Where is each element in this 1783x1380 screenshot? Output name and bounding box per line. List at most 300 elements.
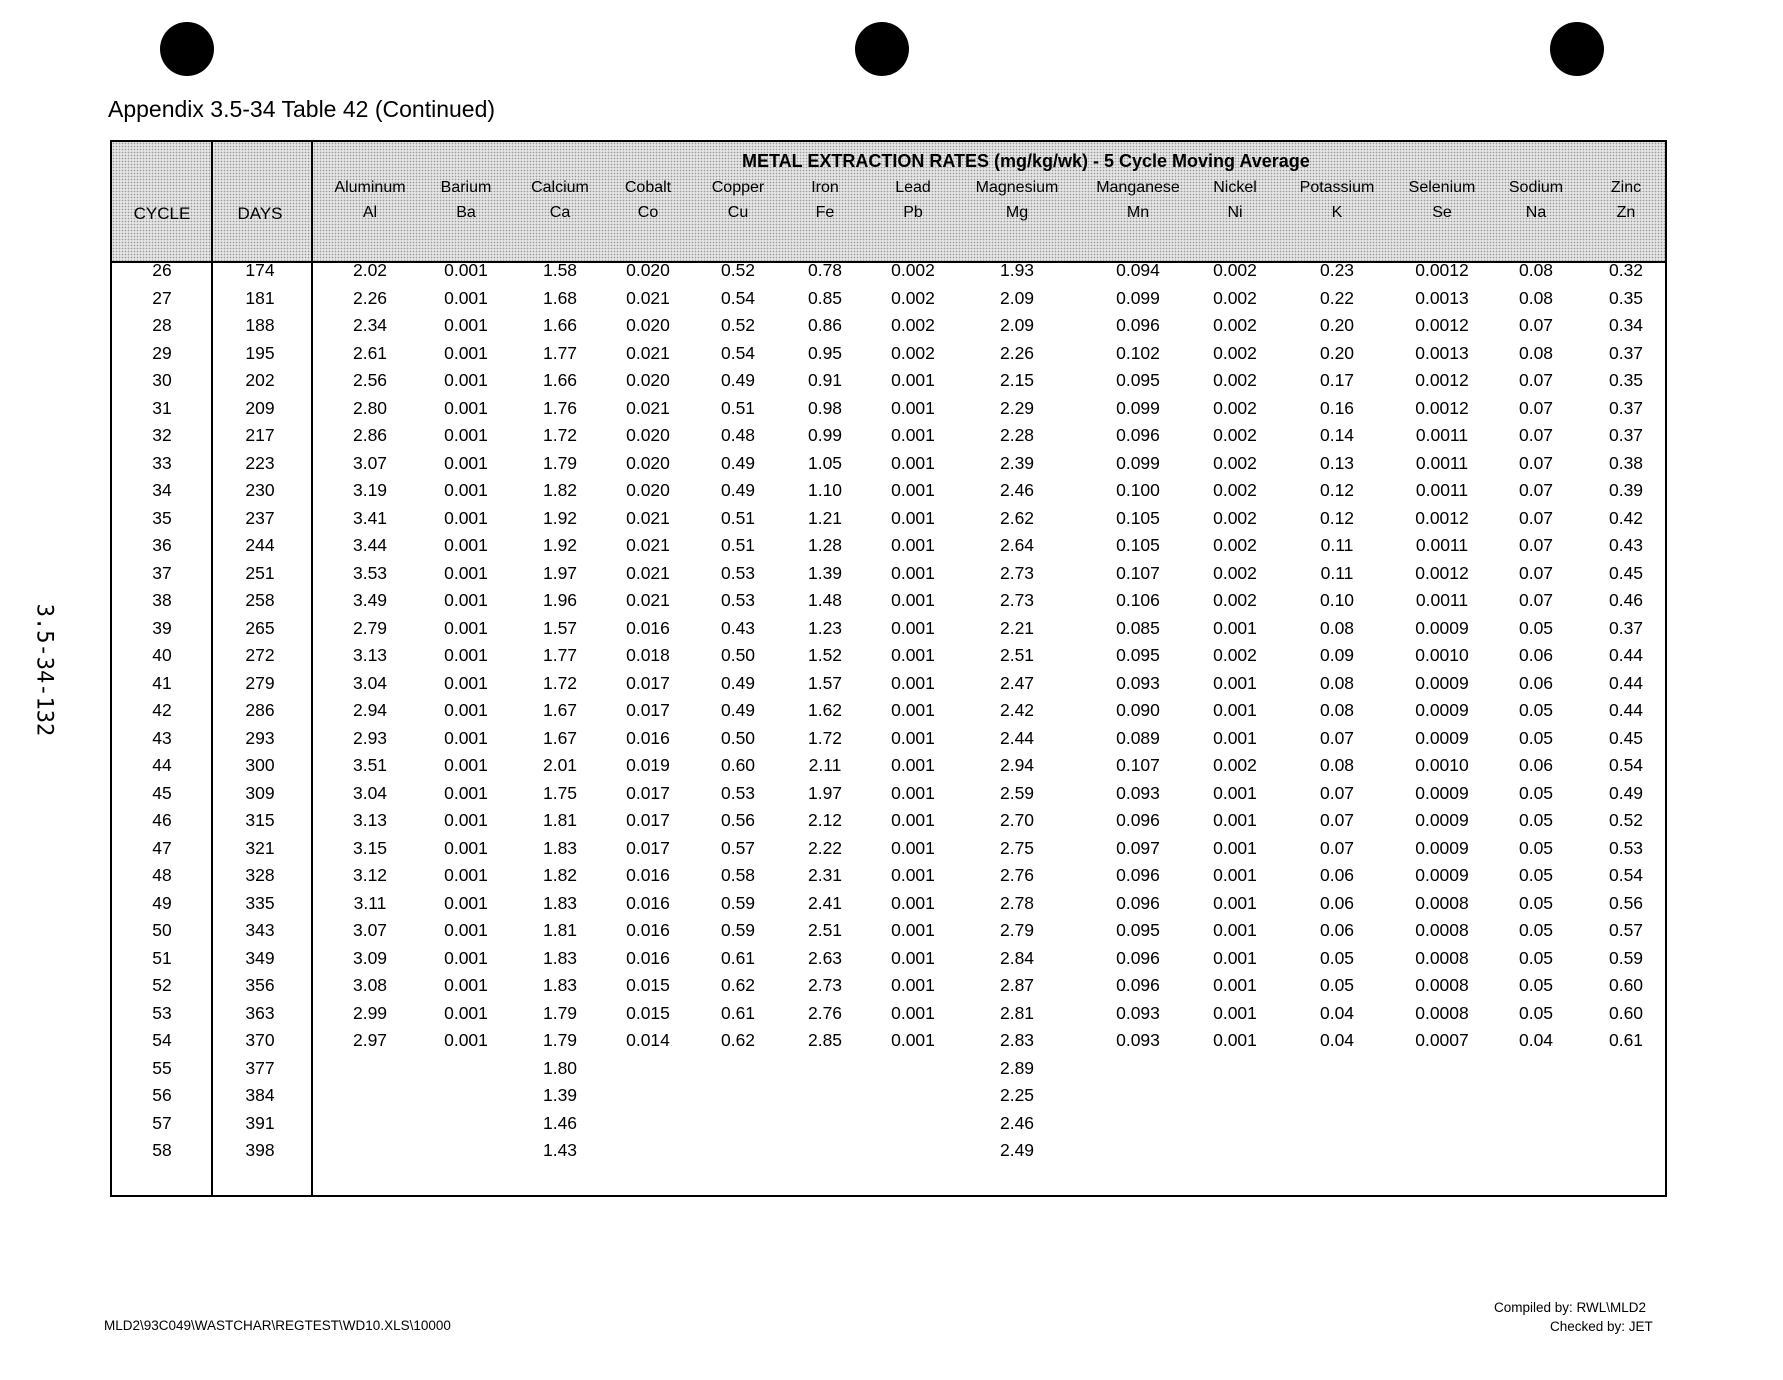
value-cell: 0.097: [1116, 837, 1160, 858]
metal-symbol-header: Cu: [727, 204, 749, 221]
compiled-by: Compiled by: RWL\MLD2: [1494, 1300, 1647, 1315]
value-cell: 0.002: [1213, 397, 1257, 418]
value-cell: 1.79: [542, 1002, 578, 1023]
cycle-cell: 46: [152, 810, 172, 830]
value-cell: 0.020: [626, 370, 670, 390]
days-cell: 195: [245, 342, 275, 363]
metal-symbol-header: Fe: [815, 204, 835, 221]
value-cell: 1.81: [542, 920, 578, 940]
value-cell: 0.16: [1319, 397, 1355, 418]
value-cell: 0.51: [720, 397, 756, 418]
value-cell: 0.017: [626, 700, 670, 720]
value-cell: 0.07: [1518, 562, 1554, 583]
value-cell: 0.38: [1608, 452, 1644, 473]
value-cell: 0.002: [1213, 755, 1257, 775]
value-cell: 0.001: [444, 672, 488, 693]
page-title: Appendix 3.5-34 Table 42 (Continued): [108, 96, 496, 122]
value-cell: 0.099: [1116, 452, 1160, 473]
value-cell: 1.39: [807, 562, 843, 583]
value-cell: 0.001: [1213, 920, 1257, 940]
value-cell: 0.06: [1518, 755, 1554, 775]
value-cell: 0.001: [444, 645, 488, 665]
value-cell: 1.80: [542, 1057, 578, 1078]
value-cell: 0.53: [720, 782, 756, 803]
days-cell: 315: [245, 810, 275, 830]
value-cell: 0.48: [720, 425, 756, 445]
value-cell: 0.51: [720, 507, 756, 528]
value-cell: 0.021: [626, 535, 670, 555]
value-cell: 1.82: [542, 865, 578, 885]
value-cell: 2.59: [999, 782, 1035, 803]
value-cell: 0.0008: [1415, 975, 1469, 995]
value-cell: 0.08: [1319, 700, 1355, 720]
value-cell: 0.001: [444, 397, 488, 418]
metal-name-header: Magnesium: [975, 179, 1059, 196]
value-cell: 0.07: [1518, 507, 1554, 528]
table-row: [112, 1112, 1665, 1144]
value-cell: 0.04: [1319, 1030, 1355, 1050]
value-cell: 0.0009: [1415, 672, 1469, 693]
value-cell: 0.021: [626, 287, 670, 308]
value-cell: 0.096: [1116, 892, 1160, 913]
value-cell: 0.56: [1608, 892, 1644, 913]
metal-name-header: Potassium: [1299, 179, 1375, 196]
value-cell: 0.49: [1608, 782, 1644, 803]
value-cell: 0.105: [1116, 535, 1160, 555]
value-cell: 2.46: [999, 480, 1035, 500]
value-cell: 1.23: [807, 617, 843, 638]
cycle-cell: 48: [152, 865, 172, 885]
value-cell: 0.0009: [1415, 837, 1469, 858]
cycle-cell: 33: [152, 452, 172, 473]
value-cell: 0.49: [720, 370, 756, 390]
value-cell: 0.002: [1213, 315, 1257, 335]
value-cell: 0.093: [1116, 1030, 1160, 1050]
value-cell: 0.001: [444, 727, 488, 748]
value-cell: 0.001: [891, 727, 935, 748]
value-cell: 0.04: [1319, 1002, 1355, 1023]
table-row: [112, 1140, 1665, 1171]
value-cell: 2.76: [999, 865, 1035, 885]
value-cell: 0.017: [626, 837, 670, 858]
value-cell: 0.0010: [1415, 755, 1469, 775]
metal-symbol-header: Al: [362, 204, 378, 221]
value-cell: 0.54: [720, 342, 756, 363]
value-cell: 0.085: [1116, 617, 1160, 638]
value-cell: 1.05: [807, 452, 843, 473]
value-cell: 0.021: [626, 590, 670, 610]
binder-hole-center: [855, 22, 909, 76]
metal-name-header: Aluminum: [334, 179, 406, 196]
cycle-cell: 45: [152, 782, 172, 803]
value-cell: 0.001: [891, 1002, 935, 1023]
cycle-cell: 44: [152, 755, 172, 775]
value-cell: 2.49: [999, 1140, 1035, 1160]
metal-symbol-header: Zn: [1616, 204, 1636, 221]
value-cell: 0.39: [1608, 480, 1644, 500]
value-cell: 0.37: [1608, 425, 1644, 445]
cycle-cell: 27: [152, 287, 172, 308]
value-cell: 0.001: [444, 755, 488, 775]
value-cell: 0.001: [891, 507, 935, 528]
value-cell: 0.089: [1116, 727, 1160, 748]
value-cell: 0.05: [1518, 727, 1554, 748]
cycle-cell: 57: [152, 1112, 172, 1133]
value-cell: 2.97: [352, 1030, 388, 1050]
cycle-cell: 47: [152, 837, 172, 858]
value-cell: 3.09: [352, 947, 388, 968]
value-cell: 1.48: [807, 590, 843, 610]
value-cell: 0.001: [444, 1030, 488, 1050]
value-cell: 0.06: [1518, 672, 1554, 693]
value-cell: 0.57: [720, 837, 756, 858]
table-row: [112, 1057, 1665, 1089]
value-cell: 0.53: [1608, 837, 1644, 858]
value-cell: 0.08: [1319, 672, 1355, 693]
value-cell: 0.001: [1213, 700, 1257, 720]
value-cell: 0.08: [1518, 287, 1554, 308]
days-cell: 328: [245, 865, 275, 885]
value-cell: 1.83: [542, 837, 578, 858]
value-cell: 0.07: [1518, 425, 1554, 445]
value-cell: 0.001: [1213, 892, 1257, 913]
value-cell: 2.56: [352, 370, 388, 390]
table-row: [112, 1085, 1665, 1116]
days-cell: 230: [245, 480, 275, 500]
metal-name-header: Barium: [440, 179, 492, 196]
value-cell: 0.095: [1116, 645, 1160, 665]
days-cell: 265: [245, 617, 275, 638]
value-cell: 0.50: [720, 727, 756, 748]
cycle-cell: 50: [152, 920, 172, 940]
value-cell: 2.12: [807, 810, 843, 830]
metal-name-header: Copper: [711, 179, 765, 196]
value-cell: 1.93: [999, 260, 1035, 280]
value-cell: 0.002: [1213, 480, 1257, 500]
value-cell: 2.70: [999, 810, 1035, 830]
metal-name-header: Calcium: [531, 179, 589, 196]
value-cell: 1.67: [542, 727, 578, 748]
days-cell: 223: [245, 452, 275, 473]
value-cell: 0.60: [720, 755, 756, 775]
value-cell: 0.0012: [1415, 507, 1469, 528]
value-cell: 0.07: [1518, 590, 1554, 610]
value-cell: 0.096: [1116, 315, 1160, 335]
value-cell: 2.26: [352, 287, 388, 308]
value-cell: 0.001: [444, 260, 488, 280]
value-cell: 0.49: [720, 700, 756, 720]
value-cell: 2.73: [807, 975, 843, 995]
value-cell: 3.19: [352, 480, 388, 500]
value-cell: 0.57: [1608, 920, 1644, 940]
days-cell: 202: [245, 370, 275, 390]
value-cell: 1.96: [542, 590, 578, 610]
value-cell: 0.095: [1116, 920, 1160, 940]
value-cell: 2.02: [352, 260, 388, 280]
value-cell: 1.79: [542, 452, 578, 473]
value-cell: 0.001: [891, 370, 935, 390]
value-cell: 0.105: [1116, 507, 1160, 528]
value-cell: 0.54: [1608, 755, 1644, 775]
days-cell: 356: [245, 975, 275, 995]
value-cell: 0.95: [807, 342, 843, 363]
value-cell: 0.07: [1518, 535, 1554, 555]
cycle-cell: 26: [152, 260, 172, 280]
value-cell: 0.001: [444, 342, 488, 363]
value-cell: 0.001: [444, 810, 488, 830]
table-body: [112, 260, 1665, 1171]
value-cell: 2.01: [542, 755, 578, 775]
days-cell: 217: [245, 425, 275, 445]
value-cell: 2.89: [999, 1057, 1035, 1078]
cycle-cell: 53: [152, 1002, 172, 1023]
days-cell: 300: [245, 755, 275, 775]
value-cell: 0.52: [720, 315, 756, 335]
cycle-cell: 43: [152, 727, 172, 748]
days-cell: 370: [245, 1030, 275, 1050]
value-cell: 0.59: [1608, 947, 1644, 968]
metal-name-header: Lead: [895, 179, 931, 196]
value-cell: 0.001: [891, 480, 935, 500]
value-cell: 2.28: [999, 425, 1035, 445]
value-cell: 2.94: [352, 700, 388, 720]
value-cell: 0.001: [891, 672, 935, 693]
value-cell: 0.05: [1518, 892, 1554, 913]
value-cell: 0.001: [1213, 810, 1257, 830]
value-cell: 0.020: [626, 452, 670, 473]
cycle-cell: 54: [152, 1030, 172, 1050]
value-cell: 1.77: [542, 645, 578, 665]
days-cell: 181: [245, 287, 275, 308]
value-cell: 1.57: [807, 672, 843, 693]
value-cell: 0.096: [1116, 947, 1160, 968]
value-cell: 0.001: [891, 590, 935, 610]
value-cell: 3.04: [352, 672, 388, 693]
value-cell: 0.016: [626, 865, 670, 885]
value-cell: 0.001: [1213, 947, 1257, 968]
days-cell: 363: [245, 1002, 275, 1023]
value-cell: 1.68: [542, 287, 578, 308]
value-cell: 0.002: [891, 342, 935, 363]
metal-name-header: Sodium: [1508, 179, 1564, 196]
value-cell: 0.98: [807, 397, 843, 418]
value-cell: 0.001: [444, 947, 488, 968]
value-cell: 0.61: [1608, 1030, 1644, 1050]
value-cell: 0.07: [1319, 810, 1355, 830]
cycle-cell: 55: [152, 1057, 172, 1078]
value-cell: 2.09: [999, 287, 1035, 308]
days-cell: 188: [245, 315, 275, 335]
binder-hole-right: [1550, 22, 1604, 76]
value-cell: 0.56: [720, 810, 756, 830]
value-cell: 0.53: [720, 562, 756, 583]
value-cell: 0.001: [891, 810, 935, 830]
days-cell: 293: [245, 727, 275, 748]
value-cell: 0.001: [444, 617, 488, 638]
value-cell: 0.001: [891, 700, 935, 720]
value-cell: 0.001: [1213, 727, 1257, 748]
value-cell: 0.0010: [1415, 645, 1469, 665]
value-cell: 0.86: [807, 315, 843, 335]
value-cell: 2.21: [999, 617, 1035, 638]
value-cell: 0.100: [1116, 480, 1160, 500]
value-cell: 0.49: [720, 452, 756, 473]
value-cell: 0.002: [1213, 452, 1257, 473]
value-cell: 0.0008: [1415, 947, 1469, 968]
metal-name-header: Cobalt: [624, 179, 672, 196]
value-cell: 0.04: [1518, 1030, 1554, 1050]
value-cell: 0.05: [1518, 920, 1554, 940]
value-cell: 1.92: [542, 507, 578, 528]
metal-symbol-header: Co: [637, 204, 659, 221]
metal-name-header: Manganese: [1096, 179, 1180, 196]
value-cell: 0.002: [1213, 590, 1257, 610]
value-cell: 0.06: [1319, 920, 1355, 940]
value-cell: 2.51: [999, 645, 1035, 665]
days-cell: 335: [245, 892, 275, 913]
value-cell: 1.82: [542, 480, 578, 500]
value-cell: 0.002: [1213, 562, 1257, 583]
cycle-cell: 41: [152, 672, 172, 693]
metal-name-header: Iron: [811, 179, 839, 196]
value-cell: 0.61: [720, 1002, 756, 1023]
value-cell: 0.096: [1116, 975, 1160, 995]
value-cell: 3.07: [352, 920, 388, 940]
value-cell: 0.0008: [1415, 920, 1469, 940]
value-cell: 3.49: [352, 590, 388, 610]
value-cell: 0.099: [1116, 287, 1160, 308]
value-cell: 2.85: [807, 1030, 843, 1050]
value-cell: 0.0009: [1415, 617, 1469, 638]
value-cell: 2.94: [999, 755, 1035, 775]
value-cell: 0.44: [1608, 700, 1644, 720]
value-cell: 0.001: [891, 947, 935, 968]
cycle-cell: 37: [152, 562, 172, 583]
value-cell: 1.28: [807, 535, 843, 555]
value-cell: 0.78: [807, 260, 843, 280]
value-cell: 2.63: [807, 947, 843, 968]
days-cell: 237: [245, 507, 275, 528]
value-cell: 0.11: [1320, 562, 1354, 583]
value-cell: 2.93: [352, 727, 388, 748]
cycle-cell: 39: [152, 617, 172, 638]
metal-name-header: Zinc: [1610, 179, 1642, 196]
value-cell: 0.06: [1319, 892, 1355, 913]
value-cell: 0.018: [626, 645, 670, 665]
value-cell: 0.0011: [1415, 452, 1469, 473]
value-cell: 0.44: [1608, 672, 1644, 693]
value-cell: 2.47: [999, 672, 1035, 693]
value-cell: 0.13: [1319, 452, 1355, 473]
value-cell: 0.05: [1518, 810, 1554, 830]
value-cell: 3.04: [352, 782, 388, 803]
value-cell: 0.0012: [1415, 315, 1469, 335]
value-cell: 0.0009: [1415, 782, 1469, 803]
value-cell: 1.66: [542, 315, 578, 335]
metal-symbol-header: Mn: [1126, 204, 1150, 221]
value-cell: 2.73: [999, 590, 1035, 610]
value-cell: 1.21: [807, 507, 843, 528]
value-cell: 0.001: [891, 617, 935, 638]
value-cell: 0.001: [444, 590, 488, 610]
cycle-cell: 35: [152, 507, 172, 528]
value-cell: 0.10: [1319, 590, 1355, 610]
days-cell: 251: [245, 562, 275, 583]
value-cell: 0.002: [891, 260, 935, 280]
value-cell: 0.001: [444, 1002, 488, 1023]
value-cell: 1.72: [542, 425, 578, 445]
value-cell: 0.001: [891, 535, 935, 555]
value-cell: 2.84: [999, 947, 1035, 968]
value-cell: 0.0009: [1415, 865, 1469, 885]
value-cell: 0.09: [1319, 645, 1355, 665]
value-cell: 2.80: [352, 397, 388, 418]
value-cell: 0.001: [891, 452, 935, 473]
value-cell: 1.83: [542, 892, 578, 913]
value-cell: 1.77: [542, 342, 578, 363]
value-cell: 0.001: [891, 1030, 935, 1050]
value-cell: 0.021: [626, 342, 670, 363]
value-cell: 0.106: [1116, 590, 1160, 610]
value-cell: 0.0008: [1415, 1002, 1469, 1023]
days-cell: 244: [245, 535, 275, 555]
value-cell: 0.23: [1319, 260, 1355, 280]
value-cell: 0.0012: [1415, 397, 1469, 418]
value-cell: 1.72: [542, 672, 578, 693]
value-cell: 0.05: [1518, 617, 1554, 638]
value-cell: 0.0013: [1415, 342, 1469, 363]
value-cell: 0.45: [1608, 727, 1644, 748]
value-cell: 0.0008: [1415, 892, 1469, 913]
value-cell: 0.07: [1319, 782, 1355, 803]
value-cell: 0.021: [626, 397, 670, 418]
value-cell: 0.0011: [1415, 480, 1469, 500]
days-cell: 209: [245, 397, 275, 418]
value-cell: 1.81: [542, 810, 578, 830]
value-cell: 0.43: [1608, 535, 1644, 555]
value-cell: 0.001: [891, 837, 935, 858]
value-cell: 0.001: [1213, 617, 1257, 638]
value-cell: 2.41: [807, 892, 843, 913]
value-cell: 2.15: [999, 370, 1035, 390]
value-cell: 0.001: [444, 782, 488, 803]
value-cell: 0.07: [1319, 727, 1355, 748]
cycle-cell: 31: [152, 397, 172, 418]
value-cell: 0.60: [1608, 975, 1644, 995]
binder-hole-left: [160, 22, 214, 76]
value-cell: 0.001: [891, 975, 935, 995]
value-cell: 1.43: [542, 1140, 578, 1160]
cycle-column-header: CYCLE: [133, 204, 191, 223]
value-cell: 2.34: [352, 315, 388, 335]
value-cell: 0.43: [720, 617, 756, 638]
value-cell: 0.37: [1608, 397, 1644, 418]
value-cell: 0.001: [891, 782, 935, 803]
cycle-cell: 29: [152, 342, 172, 363]
value-cell: 0.08: [1518, 342, 1554, 363]
days-column-header: DAYS: [237, 204, 283, 223]
value-cell: 0.0012: [1415, 370, 1469, 390]
table-row: [112, 1030, 1665, 1061]
value-cell: 0.017: [626, 810, 670, 830]
value-cell: 0.52: [1608, 810, 1644, 830]
value-cell: 3.15: [352, 837, 388, 858]
value-cell: 0.58: [720, 865, 756, 885]
value-cell: 0.002: [1213, 507, 1257, 528]
value-cell: 0.0012: [1415, 260, 1469, 280]
value-cell: 0.016: [626, 920, 670, 940]
days-cell: 349: [245, 947, 275, 968]
